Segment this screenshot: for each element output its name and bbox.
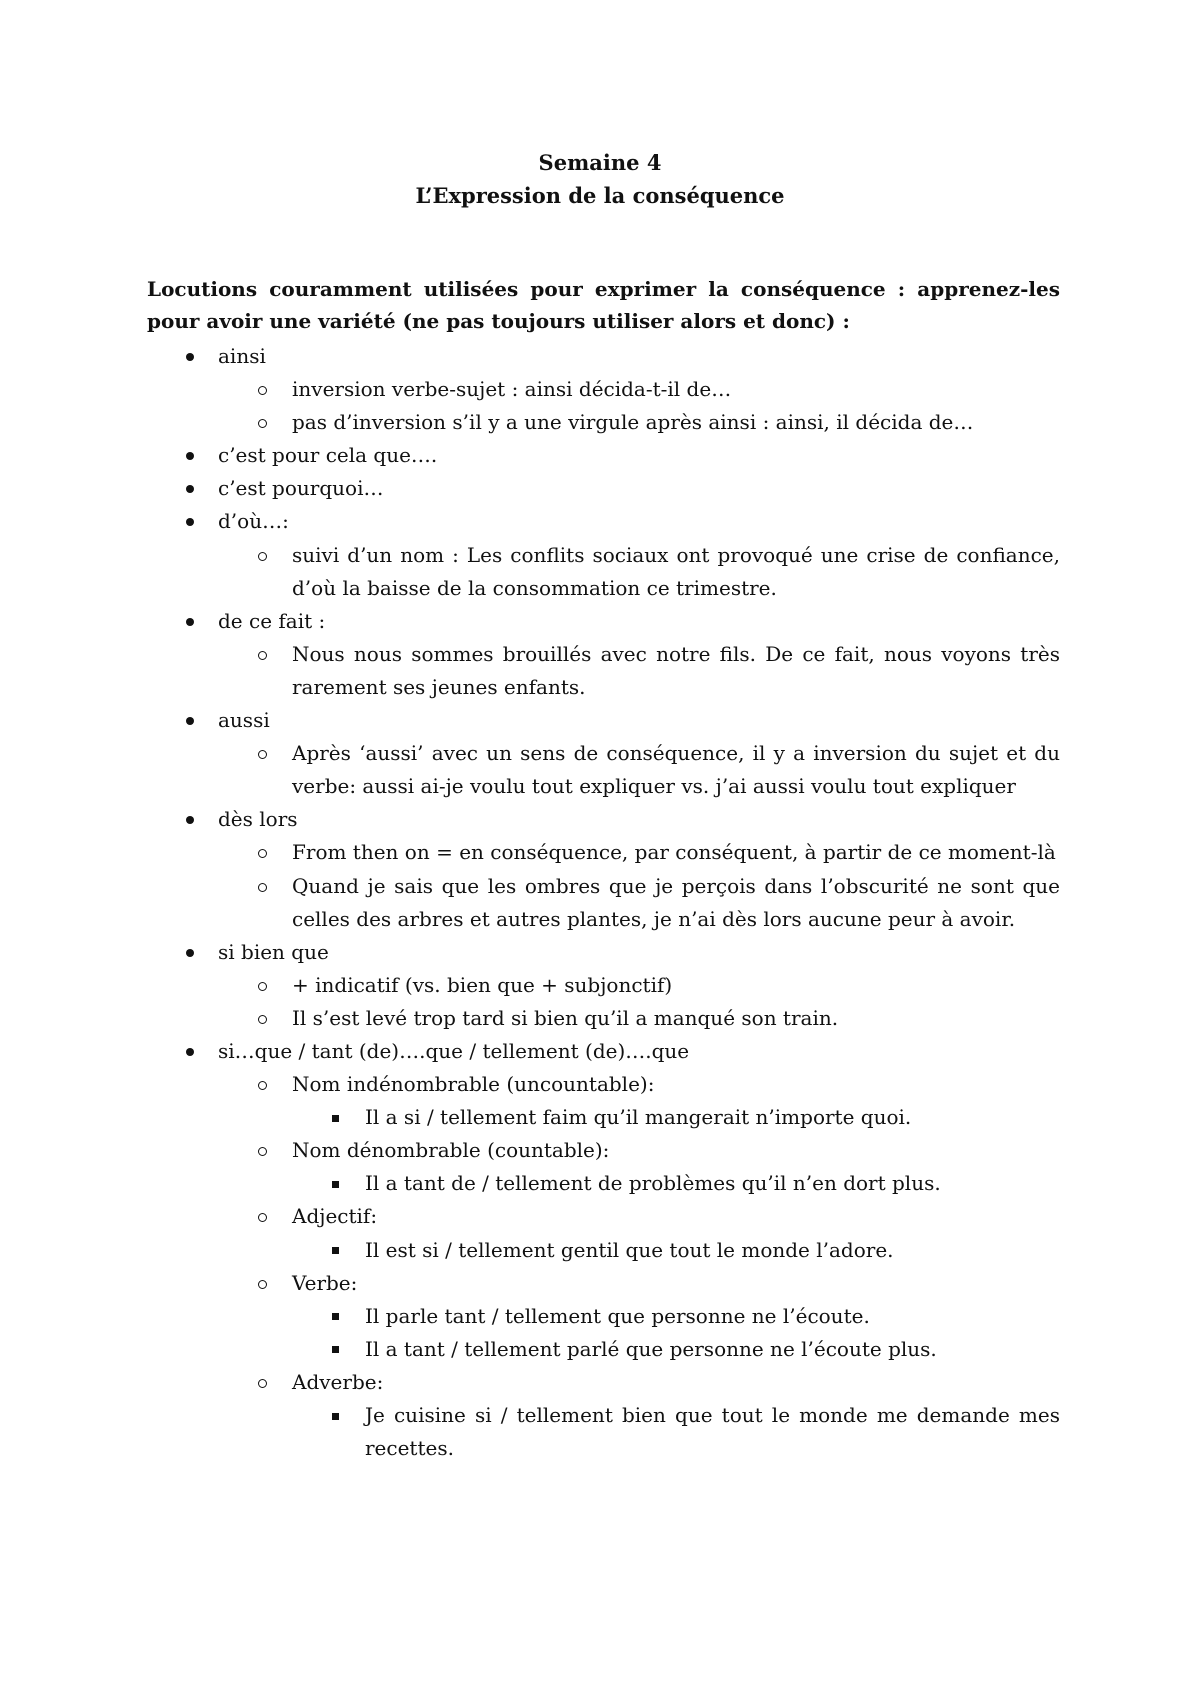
list-item-text: Après ‘aussi’ avec un sens de conséquence, il y a inversion du sujet et du verbe: aussi ai-je voulu tout expliquer vs. j’ai aussi voulu tout expliquer — [292, 741, 1060, 799]
list-item-text: Nous nous sommes brouillés avec notre fils. De ce fait, nous voyons très rarement ses jeunes enfants. — [292, 641, 1060, 699]
bullet-circle-icon — [252, 539, 272, 572]
list-item-level-2 — [0, 638, 1200, 704]
list-item-level-2 — [0, 1068, 1200, 1101]
list-item-text: suivi d’un nom : Les conflits sociaux ont provoqué une crise de confiance, d’où la baisse de la consommation ce trimestre. — [292, 542, 1060, 600]
bullet-square-icon — [325, 1333, 345, 1366]
list-item-text: inversion verbe-sujet : ainsi décida-t-il de… — [292, 377, 732, 402]
list-item-level-2 — [0, 373, 1200, 406]
list-item-level-2 — [0, 406, 1200, 439]
bullet-circle-icon — [252, 737, 272, 770]
list-item-text: Verbe: — [292, 1270, 358, 1295]
list-item-level-1 — [0, 936, 1200, 969]
bullet-circle-icon — [252, 406, 272, 439]
list-item-text: si bien que — [218, 939, 329, 964]
list-item-level-2 — [0, 539, 1200, 605]
title-block — [0, 146, 1200, 212]
bullet-square-icon — [325, 1234, 345, 1267]
list-item-text: de ce fait : — [218, 608, 326, 633]
list-item-text: c’est pourquoi… — [218, 476, 384, 501]
bullet-circle-icon — [252, 836, 272, 869]
list-item-level-1 — [0, 505, 1200, 538]
bullet-square-icon — [325, 1399, 345, 1432]
bullet-dot-icon — [180, 505, 200, 538]
bullet-dot-icon — [180, 1035, 200, 1068]
bullet-list — [0, 340, 1200, 1465]
bullet-dot-icon — [180, 803, 200, 836]
bullet-circle-icon — [252, 1002, 272, 1035]
list-item-level-2 — [0, 1002, 1200, 1035]
bullet-circle-icon — [252, 1068, 272, 1101]
list-item-text: aussi — [218, 708, 270, 733]
bullet-circle-icon — [252, 373, 272, 406]
list-item-text: Je cuisine si / tellement bien que tout le monde me demande mes recettes. — [365, 1403, 1060, 1461]
list-item-level-1 — [0, 803, 1200, 836]
list-item-text: Nom indénombrable (uncountable): — [292, 1072, 655, 1097]
list-item-level-2 — [0, 1267, 1200, 1300]
list-item-level-2 — [0, 1134, 1200, 1167]
list-item-level-1 — [0, 472, 1200, 505]
page-subtitle: L’Expression de la conséquence — [415, 183, 785, 208]
bullet-square-icon — [325, 1101, 345, 1134]
list-item-text: Nom dénombrable (countable): — [292, 1138, 610, 1163]
list-item-level-2 — [0, 969, 1200, 1002]
list-item-text: Il s’est levé trop tard si bien qu’il a manqué son train. — [292, 1005, 839, 1030]
bullet-square-icon — [325, 1167, 345, 1200]
list-item-level-1 — [0, 704, 1200, 737]
list-item-level-1 — [0, 340, 1200, 373]
bullet-circle-icon — [252, 1366, 272, 1399]
list-item-level-3 — [0, 1167, 1200, 1200]
bullet-dot-icon — [180, 472, 200, 505]
list-item-text: Adjectif: — [292, 1204, 378, 1229]
list-item-level-2 — [0, 870, 1200, 936]
bullet-dot-icon — [180, 936, 200, 969]
list-item-level-3 — [0, 1300, 1200, 1333]
bullet-square-icon — [325, 1300, 345, 1333]
bullet-circle-icon — [252, 1200, 272, 1233]
list-item-text: si…que / tant (de)….que / tellement (de)….que — [218, 1038, 690, 1063]
bullet-dot-icon — [180, 340, 200, 373]
list-item-text: Il parle tant / tellement que personne ne l’écoute. — [365, 1303, 870, 1328]
bullet-dot-icon — [180, 704, 200, 737]
list-item-text: Adverbe: — [292, 1369, 384, 1394]
list-item-text: Il a tant de / tellement de problèmes qu’il n’en dort plus. — [365, 1171, 941, 1196]
bullet-dot-icon — [180, 439, 200, 472]
list-item-level-2 — [0, 836, 1200, 869]
list-item-level-1 — [0, 605, 1200, 638]
list-item-text: c’est pour cela que…. — [218, 443, 438, 468]
list-item-text: d’où…: — [218, 509, 289, 534]
list-item-text: pas d’inversion s’il y a une virgule après ainsi : ainsi, il décida de… — [292, 410, 974, 435]
list-item-text: Il a tant / tellement parlé que personne ne l’écoute plus. — [365, 1336, 937, 1361]
list-item-level-1 — [0, 1035, 1200, 1068]
list-item-level-2 — [0, 737, 1200, 803]
bullet-circle-icon — [252, 638, 272, 671]
list-item-text: Il a si / tellement faim qu’il mangerait n’importe quoi. — [365, 1105, 912, 1130]
list-item-text: dès lors — [218, 807, 298, 832]
intro-paragraph: Locutions couramment utilisées pour exprimer la conséquence : apprenez-les pour avoir une variété (ne pas toujours utiliser alors et donc) : — [147, 277, 1060, 333]
page-title: Semaine 4 — [538, 150, 662, 175]
list-item-level-3 — [0, 1333, 1200, 1366]
list-item-level-1 — [0, 439, 1200, 472]
bullet-dot-icon — [180, 605, 200, 638]
list-item-level-3 — [0, 1234, 1200, 1267]
list-item-text: Il est si / tellement gentil que tout le monde l’adore. — [365, 1237, 894, 1262]
bullet-circle-icon — [252, 1134, 272, 1167]
list-item-level-3 — [0, 1101, 1200, 1134]
list-item-text: + indicatif (vs. bien que + subjonctif) — [292, 972, 673, 997]
list-item-level-2 — [0, 1200, 1200, 1233]
list-item-text: From then on = en conséquence, par conséquent, à partir de ce moment-là — [292, 840, 1056, 865]
list-item-level-2 — [0, 1366, 1200, 1399]
bullet-circle-icon — [252, 870, 272, 903]
bullet-circle-icon — [252, 1267, 272, 1300]
list-item-text: ainsi — [218, 344, 266, 368]
list-item-text: Quand je sais que les ombres que je perçois dans l’obscurité ne sont que celles des arbres et autres plantes, je n’ai dès lors aucune peur à avoir. — [292, 873, 1060, 931]
list-item-level-3 — [0, 1399, 1200, 1465]
bullet-circle-icon — [252, 969, 272, 1002]
